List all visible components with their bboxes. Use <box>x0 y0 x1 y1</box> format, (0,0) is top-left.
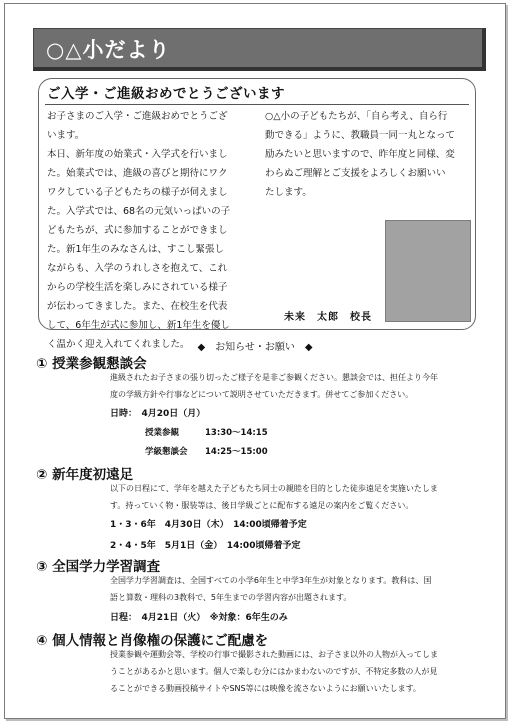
section-2-schedule-row: 1・3・6年 4月30日（木） 14:00頃帰着予定 <box>110 520 307 530</box>
newsletter-title: ○△小だより <box>46 38 171 62</box>
section-4-title: ④ 個人情報と肖像権の保護にご配慮を <box>36 633 269 649</box>
greeting-right-text: ○△小の子どもたちが、「自ら考え、自ら行 動できる」ように、教職員一同一丸となって 励みたいと思いますので、昨年度と同様、変 わらぬご理解とご支援をよろしくお願いい たします。 <box>265 111 456 198</box>
principal-signature: 未来 太郎 校長 <box>284 312 372 323</box>
section-1-date: 日時： 4月20日（月） <box>110 409 206 419</box>
section-2-schedule-row: 2・4・5年 5月1日（金） 14:00頃帰着予定 <box>110 541 301 551</box>
newsletter-banner <box>33 28 486 71</box>
section-3-date: 日程： 4月21日（火） ※対象：6年生のみ <box>110 613 288 623</box>
greeting-title: ご入学・ご進級おめでとうございます <box>47 86 285 102</box>
section-1-title: ① 授業参観懇談会 <box>36 356 147 372</box>
notice-header: ◆ お知らせ・お願い ◆ <box>197 342 313 353</box>
principal-photo-placeholder <box>385 220 471 322</box>
section-2-title: ② 新年度初遠足 <box>36 467 134 483</box>
greeting-divider <box>45 104 469 105</box>
section-3-title: ③ 全国学力学習調査 <box>36 559 161 575</box>
section-1-item-time: 13:30～14:15 <box>205 428 268 438</box>
greeting-left-text: お子さまのご入学・ご進級おめでとうござ います。 本日、新年度の始業式・入学式を行いまし た。始業式では、進級の喜びと期待にワク ワクしている子どもたちの様子が伺えまし た。入学式では、68名の元気いっぱいの子 どもたちが、式に参加することができまし た。新1年生のみなさんは、すこし緊張し ながらも、入学のうれしさを抱えて、これ からの学校生活を楽しみにされている様子 が伝わってきました。また、在校生を代表 して、6年生が式に参加し、新1年生を優し く温かく迎え入れてくれました。 <box>47 111 231 350</box>
section-1-item-time: 14:25～15:00 <box>205 447 268 457</box>
section-2-body: 以下の日程にて、学年を越えた子どもたち同士の親睦を目的とした徒歩遠足を実施いたしま す。持っていく物・服装等は、後日学級ごとに配布する遠足の案内をご覧ください。 <box>110 484 438 510</box>
section-1-item-label: 授業参観 <box>145 428 180 438</box>
section-3-body: 全国学力学習調査は、全国すべての小学6年生と中学3年生が対象となります。教科は、国 語と算数・理科の3教科で、5年生までの学習内容が出題されます。 <box>110 576 432 602</box>
section-4-body: 授業参観や運動会等、学校の行事で撮影された動画には、お子さま以外の人物が入ってしま うことがあるかと思います。個人で楽しむ分にはかまわないのですが、不特定多数の人が見 ることができる動画投稿サイトやSNS等には映像を流さないようにお願いいたします。 <box>110 650 438 693</box>
section-1-item-label: 学級懇談会 <box>145 447 188 457</box>
section-1-body: 進級されたお子さまの張り切ったご様子を是非ご参観ください。懇談会では、担任より今年 度の学級方針や行事などについて説明させていただきます。併せてご参加ください。 <box>110 373 438 399</box>
